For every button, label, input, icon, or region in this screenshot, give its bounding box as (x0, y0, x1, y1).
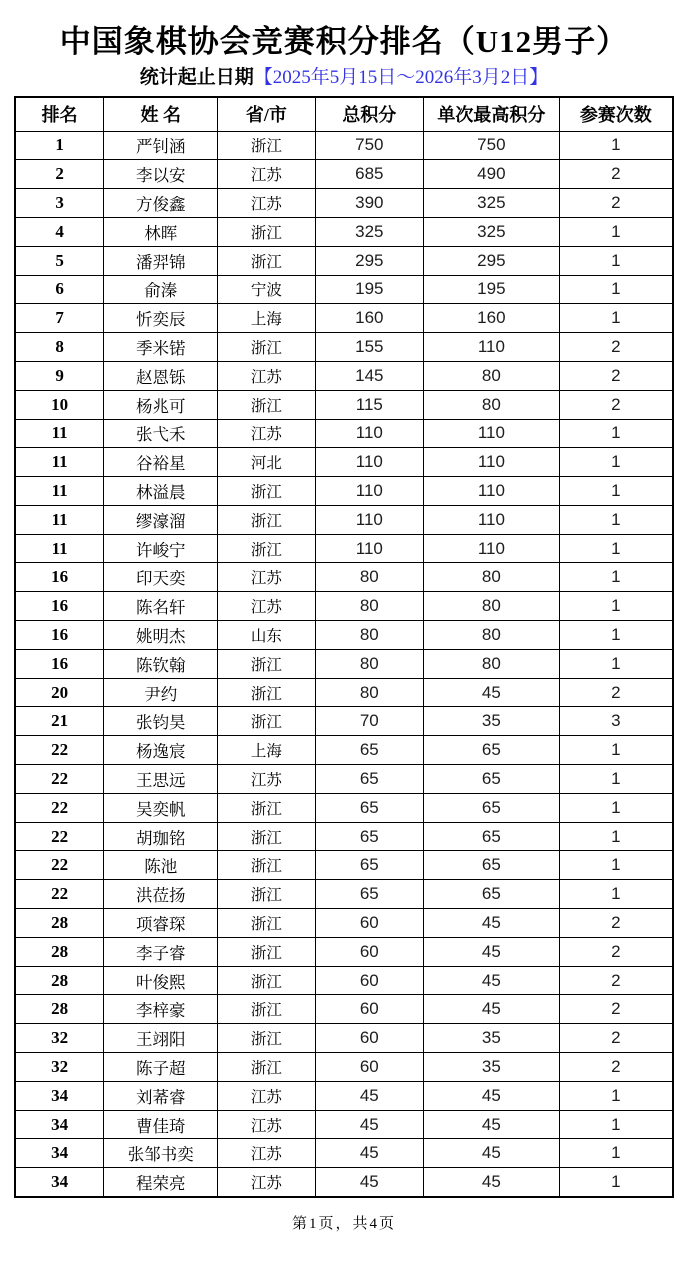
rank-cell: 28 (15, 937, 104, 966)
rank-cell: 11 (15, 477, 104, 506)
province-cell: 浙江 (218, 1053, 315, 1082)
max-points-cell: 65 (424, 880, 560, 909)
rank-cell: 1 (15, 131, 104, 160)
name-cell: 张邹书奕 (104, 1139, 218, 1168)
column-header-4: 单次最高积分 (424, 97, 560, 132)
province-cell: 浙江 (218, 966, 315, 995)
province-cell: 宁波 (218, 275, 315, 304)
table-row (15, 678, 673, 707)
rank-cell: 16 (15, 563, 104, 592)
province-cell: 上海 (218, 304, 315, 333)
rank-cell: 11 (15, 448, 104, 477)
name-cell: 季米锘 (104, 333, 218, 362)
province-cell: 浙江 (218, 995, 315, 1024)
max-points-cell: 80 (424, 390, 560, 419)
entries-cell: 1 (559, 793, 673, 822)
province-cell: 浙江 (218, 649, 315, 678)
entries-cell: 1 (559, 592, 673, 621)
entries-cell: 1 (559, 534, 673, 563)
province-cell: 浙江 (218, 217, 315, 246)
table-row (15, 131, 673, 160)
column-header-1: 姓 名 (104, 97, 218, 132)
name-cell: 杨逸宸 (104, 736, 218, 765)
rank-cell: 10 (15, 390, 104, 419)
name-cell: 李以安 (104, 160, 218, 189)
name-cell: 尹约 (104, 678, 218, 707)
province-cell: 浙江 (218, 477, 315, 506)
name-cell: 程荣亮 (104, 1168, 218, 1197)
entries-cell: 2 (559, 390, 673, 419)
column-header-0: 排名 (15, 97, 104, 132)
max-points-cell: 110 (424, 448, 560, 477)
entries-cell: 1 (559, 621, 673, 650)
name-cell: 林晖 (104, 217, 218, 246)
rank-cell: 22 (15, 793, 104, 822)
max-points-cell: 35 (424, 1024, 560, 1053)
entries-cell: 2 (559, 160, 673, 189)
rank-cell: 16 (15, 649, 104, 678)
page-number-footer: 第1页，共4页 (291, 1216, 396, 1233)
total-points-cell: 80 (315, 592, 424, 621)
table-row (15, 563, 673, 592)
entries-cell: 2 (559, 995, 673, 1024)
province-cell: 浙江 (218, 131, 315, 160)
max-points-cell: 45 (424, 1081, 560, 1110)
entries-cell: 2 (559, 1053, 673, 1082)
entries-cell: 1 (559, 477, 673, 506)
total-points-cell: 195 (315, 275, 424, 304)
province-cell: 江苏 (218, 592, 315, 621)
table-row (15, 707, 673, 736)
name-cell: 陈子超 (104, 1053, 218, 1082)
max-points-cell: 65 (424, 822, 560, 851)
table-row (15, 246, 673, 275)
max-points-cell: 490 (424, 160, 560, 189)
entries-cell: 1 (559, 505, 673, 534)
name-cell: 陈池 (104, 851, 218, 880)
table-row (15, 880, 673, 909)
province-cell: 江苏 (218, 419, 315, 448)
rank-cell: 8 (15, 333, 104, 362)
total-points-cell: 110 (315, 534, 424, 563)
rank-cell: 34 (15, 1081, 104, 1110)
total-points-cell: 80 (315, 649, 424, 678)
table-row (15, 534, 673, 563)
rank-cell: 9 (15, 361, 104, 390)
entries-cell: 2 (559, 966, 673, 995)
name-cell: 姚明杰 (104, 621, 218, 650)
entries-cell: 1 (559, 1110, 673, 1139)
name-cell: 项睿琛 (104, 909, 218, 938)
max-points-cell: 110 (424, 333, 560, 362)
total-points-cell: 390 (315, 189, 424, 218)
total-points-cell: 750 (315, 131, 424, 160)
max-points-cell: 45 (424, 1110, 560, 1139)
table-row (15, 477, 673, 506)
rank-cell: 3 (15, 189, 104, 218)
column-header-2: 省/市 (218, 97, 315, 132)
entries-cell: 1 (559, 131, 673, 160)
province-cell: 浙江 (218, 880, 315, 909)
table-row (15, 937, 673, 966)
rank-cell: 2 (15, 160, 104, 189)
name-cell: 李子睿 (104, 937, 218, 966)
table-row (15, 793, 673, 822)
total-points-cell: 325 (315, 217, 424, 246)
table-row (15, 592, 673, 621)
rank-cell: 22 (15, 736, 104, 765)
total-points-cell: 65 (315, 851, 424, 880)
entries-cell: 1 (559, 822, 673, 851)
total-points-cell: 60 (315, 1024, 424, 1053)
name-cell: 潘羿锦 (104, 246, 218, 275)
entries-cell: 1 (559, 563, 673, 592)
rank-cell: 22 (15, 880, 104, 909)
total-points-cell: 60 (315, 995, 424, 1024)
province-cell: 河北 (218, 448, 315, 477)
province-cell: 浙江 (218, 246, 315, 275)
entries-cell: 2 (559, 1024, 673, 1053)
table-row (15, 909, 673, 938)
table-row (15, 736, 673, 765)
entries-cell: 1 (559, 649, 673, 678)
name-cell: 陈名轩 (104, 592, 218, 621)
name-cell: 赵恩铄 (104, 361, 218, 390)
name-cell: 陈钦翰 (104, 649, 218, 678)
table-row (15, 1139, 673, 1168)
page-title: 中国象棋协会竞赛积分排名（U12男子） (59, 24, 629, 59)
province-cell: 浙江 (218, 793, 315, 822)
total-points-cell: 45 (315, 1139, 424, 1168)
entries-cell: 2 (559, 909, 673, 938)
province-cell: 江苏 (218, 160, 315, 189)
total-points-cell: 65 (315, 736, 424, 765)
max-points-cell: 110 (424, 419, 560, 448)
entries-cell: 1 (559, 880, 673, 909)
province-cell: 江苏 (218, 765, 315, 794)
total-points-cell: 145 (315, 361, 424, 390)
max-points-cell: 45 (424, 937, 560, 966)
entries-cell: 2 (559, 678, 673, 707)
total-points-cell: 115 (315, 390, 424, 419)
table-row (15, 1110, 673, 1139)
table-row (15, 448, 673, 477)
province-cell: 山东 (218, 621, 315, 650)
total-points-cell: 70 (315, 707, 424, 736)
table-row (15, 1168, 673, 1197)
table-row (15, 160, 673, 189)
province-cell: 浙江 (218, 822, 315, 851)
province-cell: 浙江 (218, 707, 315, 736)
total-points-cell: 60 (315, 1053, 424, 1082)
max-points-cell: 80 (424, 563, 560, 592)
max-points-cell: 80 (424, 649, 560, 678)
total-points-cell: 65 (315, 765, 424, 794)
date-range-subtitle (0, 68, 688, 89)
name-cell: 杨兆可 (104, 390, 218, 419)
rank-cell: 34 (15, 1139, 104, 1168)
entries-cell: 1 (559, 1081, 673, 1110)
rank-cell: 4 (15, 217, 104, 246)
max-points-cell: 35 (424, 707, 560, 736)
rank-cell: 6 (15, 275, 104, 304)
total-points-cell: 295 (315, 246, 424, 275)
rank-cell: 32 (15, 1024, 104, 1053)
total-points-cell: 65 (315, 880, 424, 909)
name-cell: 谷裕星 (104, 448, 218, 477)
total-points-cell: 160 (315, 304, 424, 333)
rank-cell: 22 (15, 822, 104, 851)
province-cell: 浙江 (218, 909, 315, 938)
name-cell: 方俊鑫 (104, 189, 218, 218)
province-cell: 浙江 (218, 937, 315, 966)
name-cell: 张钧昊 (104, 707, 218, 736)
entries-cell: 1 (559, 275, 673, 304)
total-points-cell: 45 (315, 1168, 424, 1197)
province-cell: 江苏 (218, 1110, 315, 1139)
rank-cell: 11 (15, 505, 104, 534)
name-cell: 洪莅扬 (104, 880, 218, 909)
table-row (15, 333, 673, 362)
entries-cell: 1 (559, 765, 673, 794)
table-row (15, 304, 673, 333)
name-cell: 刘莃睿 (104, 1081, 218, 1110)
table-row (15, 505, 673, 534)
province-cell: 江苏 (218, 1081, 315, 1110)
column-header-3: 总积分 (315, 97, 424, 132)
max-points-cell: 325 (424, 189, 560, 218)
entries-cell: 1 (559, 1168, 673, 1197)
province-cell: 江苏 (218, 563, 315, 592)
max-points-cell: 45 (424, 995, 560, 1024)
total-points-cell: 60 (315, 937, 424, 966)
entries-cell: 1 (559, 217, 673, 246)
max-points-cell: 35 (424, 1053, 560, 1082)
rank-cell: 34 (15, 1110, 104, 1139)
ranking-table (14, 96, 674, 1198)
max-points-cell: 45 (424, 966, 560, 995)
rank-cell: 11 (15, 534, 104, 563)
rank-cell: 16 (15, 621, 104, 650)
entries-cell: 2 (559, 189, 673, 218)
name-cell: 俞溱 (104, 275, 218, 304)
table-row (15, 649, 673, 678)
rank-cell: 22 (15, 765, 104, 794)
name-cell: 张弋禾 (104, 419, 218, 448)
province-cell: 上海 (218, 736, 315, 765)
column-header-5: 参赛次数 (559, 97, 673, 132)
rank-cell: 16 (15, 592, 104, 621)
max-points-cell: 80 (424, 621, 560, 650)
max-points-cell: 65 (424, 793, 560, 822)
name-cell: 王翊阳 (104, 1024, 218, 1053)
name-cell: 曹佳琦 (104, 1110, 218, 1139)
table-header-row (15, 97, 673, 132)
province-cell: 浙江 (218, 534, 315, 563)
rank-cell: 34 (15, 1168, 104, 1197)
province-cell: 浙江 (218, 390, 315, 419)
entries-cell: 1 (559, 851, 673, 880)
total-points-cell: 45 (315, 1110, 424, 1139)
rank-cell: 20 (15, 678, 104, 707)
table-row (15, 995, 673, 1024)
province-cell: 江苏 (218, 1168, 315, 1197)
name-cell: 忻奕辰 (104, 304, 218, 333)
table-row (15, 361, 673, 390)
total-points-cell: 155 (315, 333, 424, 362)
total-points-cell: 60 (315, 909, 424, 938)
province-cell: 江苏 (218, 189, 315, 218)
entries-cell: 1 (559, 304, 673, 333)
name-cell: 吴奕帆 (104, 793, 218, 822)
entries-cell: 1 (559, 448, 673, 477)
rank-cell: 11 (15, 419, 104, 448)
entries-cell: 1 (559, 736, 673, 765)
total-points-cell: 110 (315, 477, 424, 506)
max-points-cell: 110 (424, 477, 560, 506)
rank-cell: 28 (15, 995, 104, 1024)
rank-cell: 7 (15, 304, 104, 333)
name-cell: 许峻宁 (104, 534, 218, 563)
name-cell: 缪濠溜 (104, 505, 218, 534)
table-row (15, 1024, 673, 1053)
total-points-cell: 80 (315, 563, 424, 592)
total-points-cell: 80 (315, 621, 424, 650)
max-points-cell: 65 (424, 765, 560, 794)
total-points-cell: 65 (315, 822, 424, 851)
province-cell: 浙江 (218, 1024, 315, 1053)
max-points-cell: 80 (424, 361, 560, 390)
max-points-cell: 45 (424, 678, 560, 707)
max-points-cell: 295 (424, 246, 560, 275)
rank-cell: 5 (15, 246, 104, 275)
name-cell: 严钊涵 (104, 131, 218, 160)
entries-cell: 2 (559, 361, 673, 390)
max-points-cell: 45 (424, 909, 560, 938)
province-cell: 浙江 (218, 678, 315, 707)
entries-cell: 1 (559, 419, 673, 448)
rank-cell: 28 (15, 966, 104, 995)
table-row (15, 189, 673, 218)
entries-cell: 1 (559, 246, 673, 275)
province-cell: 江苏 (218, 1139, 315, 1168)
rank-cell: 21 (15, 707, 104, 736)
total-points-cell: 110 (315, 419, 424, 448)
table-row (15, 822, 673, 851)
table-row (15, 621, 673, 650)
name-cell: 王思远 (104, 765, 218, 794)
max-points-cell: 65 (424, 851, 560, 880)
table-row (15, 217, 673, 246)
entries-cell: 1 (559, 1139, 673, 1168)
rank-cell: 28 (15, 909, 104, 938)
max-points-cell: 45 (424, 1139, 560, 1168)
rank-cell: 22 (15, 851, 104, 880)
total-points-cell: 110 (315, 505, 424, 534)
table-row (15, 275, 673, 304)
total-points-cell: 685 (315, 160, 424, 189)
table-row (15, 765, 673, 794)
max-points-cell: 750 (424, 131, 560, 160)
max-points-cell: 80 (424, 592, 560, 621)
province-cell: 江苏 (218, 361, 315, 390)
date-range-value: 【2025年5月15日～2026年3月2日】 (253, 66, 549, 88)
table-row (15, 1081, 673, 1110)
province-cell: 浙江 (218, 333, 315, 362)
max-points-cell: 110 (424, 505, 560, 534)
date-range-label: 统计起止日期 (139, 66, 254, 88)
entries-cell: 2 (559, 937, 673, 966)
table-row (15, 390, 673, 419)
total-points-cell: 80 (315, 678, 424, 707)
max-points-cell: 160 (424, 304, 560, 333)
name-cell: 印天奕 (104, 563, 218, 592)
table-row (15, 851, 673, 880)
rank-cell: 32 (15, 1053, 104, 1082)
entries-cell: 3 (559, 707, 673, 736)
table-row (15, 966, 673, 995)
table-row (15, 419, 673, 448)
total-points-cell: 110 (315, 448, 424, 477)
total-points-cell: 60 (315, 966, 424, 995)
name-cell: 胡珈铭 (104, 822, 218, 851)
total-points-cell: 45 (315, 1081, 424, 1110)
max-points-cell: 65 (424, 736, 560, 765)
table-row (15, 1053, 673, 1082)
province-cell: 浙江 (218, 851, 315, 880)
province-cell: 浙江 (218, 505, 315, 534)
name-cell: 林溢晨 (104, 477, 218, 506)
max-points-cell: 325 (424, 217, 560, 246)
name-cell: 叶俊熙 (104, 966, 218, 995)
max-points-cell: 110 (424, 534, 560, 563)
total-points-cell: 65 (315, 793, 424, 822)
max-points-cell: 45 (424, 1168, 560, 1197)
entries-cell: 2 (559, 333, 673, 362)
max-points-cell: 195 (424, 275, 560, 304)
name-cell: 李梓豪 (104, 995, 218, 1024)
